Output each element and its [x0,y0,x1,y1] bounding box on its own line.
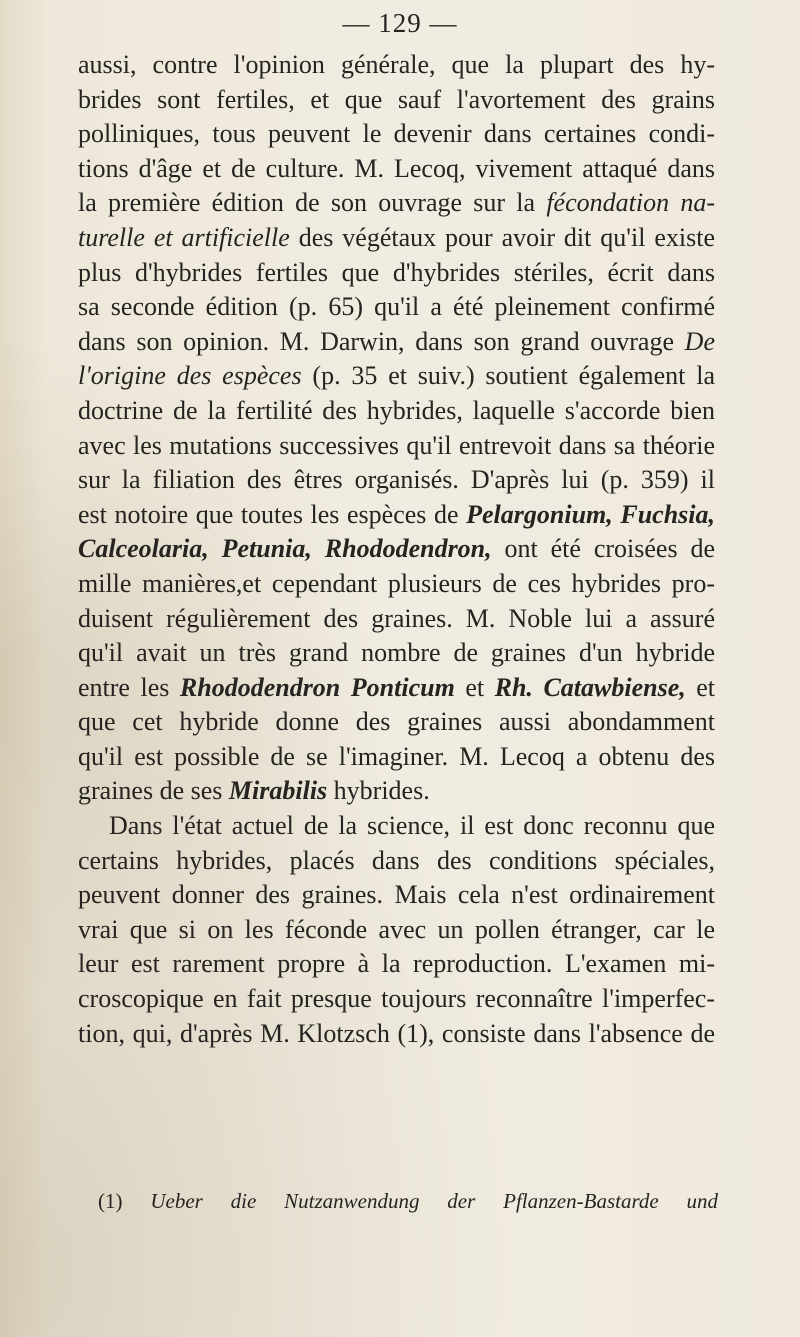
species-name: Rhododendron Ponticum [179,672,455,702]
text-line: sa seconde édition (p. 65) qu'il a été pleinement confirmé [78,292,715,322]
italic-title: l'origine des espèces [78,361,302,391]
italic-title: turelle et artificielle [78,222,290,252]
text-line: dans son opinion. M. Darwin, dans son grand ouvrage De [78,326,715,356]
text-line: aussi, contre l'opinion générale, que la plupart des hy- [78,50,715,79]
species-name: Calceolaria, Petunia, Rhododendron, [78,534,492,564]
text-line: turelle et artificielle des végétaux pour avoir dit qu'il existe [78,222,715,252]
text-line: l'origine des espèces (p. 35 et suiv.) soutient également la [78,361,715,391]
text-line: tion, qui, d'après M. Klotzsch (1), consiste dans l'absence de [78,1018,715,1048]
text-line: polliniques, tous peuvent le devenir dans certaines condi- [78,119,715,149]
text-line: tions d'âge et de culture. M. Lecoq, vivement attaqué dans [78,153,715,183]
italic-title: fécondation na- [546,188,715,218]
footnote-marker: (1) [98,1189,123,1213]
text-line: la première édition de son ouvrage sur la fécondation na- [78,188,715,218]
text-line: Dans l'état actuel de la science, il est donc reconnu que [109,811,715,841]
species-name: Mirabilis [228,776,328,806]
footnote [98,1186,718,1216]
footnote-text: Ueber die Nutzanwendung der Pflanzen-Bastarde und [150,1189,718,1213]
text-line: plus d'hybrides fertiles que d'hybrides stériles, écrit dans [78,257,715,287]
text-line: doctrine de la fertilité des hybrides, laquelle s'accorde bien [78,395,715,425]
text-line: qu'il est possible de se l'imaginer. M. Lecoq a obtenu des [78,741,715,771]
text-line: avec les mutations successives qu'il entrevoit dans sa théorie [78,430,715,460]
text-line: brides sont fertiles, et que sauf l'avortement des grains [78,84,715,114]
text-line: Calceolaria, Petunia, Rhododendron, ont été croisées de [78,534,715,564]
body-text [78,48,715,1051]
text-line: entre les Rhododendron Ponticum et Rh. Catawbiense, et [78,672,716,702]
text-line: mille manières,et cependant plusieurs de ces hybrides pro- [78,568,715,598]
italic-title: De [684,326,715,356]
text-line: sur la filiation des êtres organisés. D'après lui (p. 359) il [78,465,715,495]
text-line: certains hybrides, placés dans des conditions spéciales, [78,845,715,875]
text-line: qu'il avait un très grand nombre de graines d'un hybride [78,638,715,668]
text-line: duisent régulièrement des graines. M. Noble lui a assuré [78,603,715,633]
text-line: graines de ses Mirabilis hybrides. [78,776,430,806]
text-line: que cet hybride donne des graines aussi abondamment [78,707,715,737]
species-name: Rh. Catawbiense, [494,672,686,702]
text-line: croscopique en fait presque toujours reconnaître l'imperfec- [78,984,715,1014]
text-line: leur est rarement propre à la reproduction. L'examen mi- [78,949,715,979]
species-name: Pelargonium, Fuchsia, [466,499,715,529]
page-number: — 129 — [342,8,458,38]
text-line: vrai que si on les féconde avec un pollen étranger, car le [78,914,715,944]
text-line: peuvent donner des graines. Mais cela n'est ordinairement [78,880,715,910]
text-line: est notoire que toutes les espèces de Pelargonium, Fuchsia, [78,499,715,529]
